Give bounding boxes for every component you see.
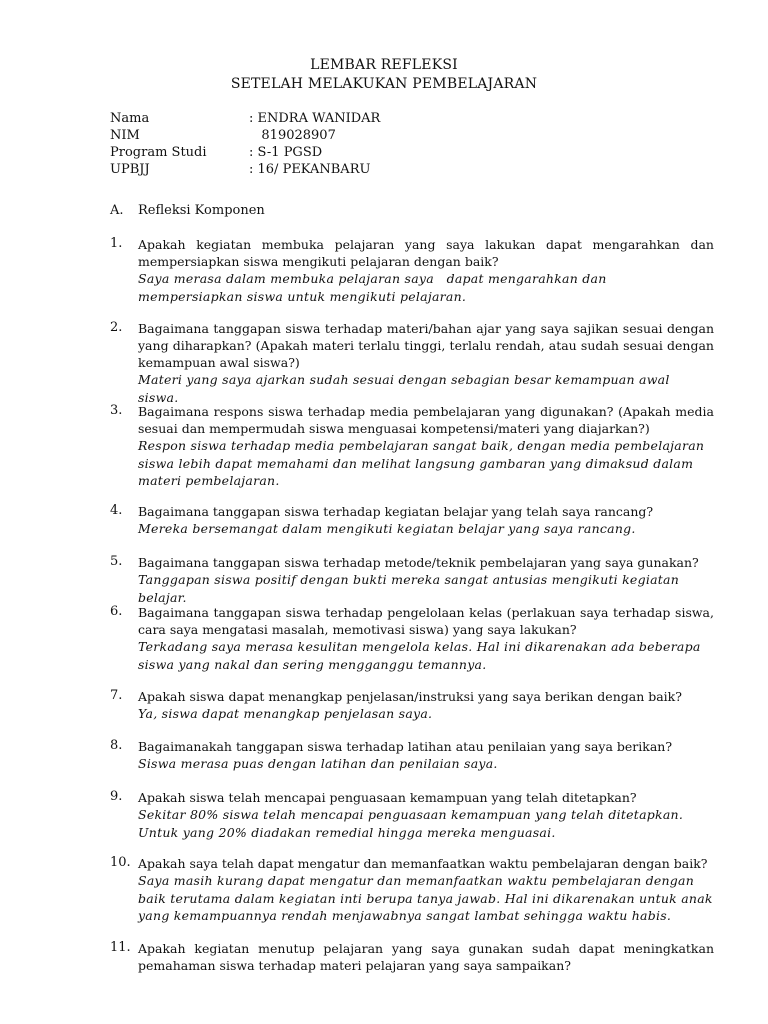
question-item-3 bbox=[138, 403, 714, 490]
question-item-4 bbox=[138, 503, 714, 538]
answer-text-7: Ya, siswa dapat menangkap penjelasan saya. bbox=[138, 706, 433, 721]
nim-label: NIM bbox=[110, 128, 140, 143]
question-item-9 bbox=[138, 789, 714, 841]
question-text-5: Bagaimana tanggapan siswa terhadap metode/teknik pembelajaran yang saya gunakan? bbox=[138, 555, 699, 570]
answer-text-5: Tanggapan siswa positif dengan bukti mereka sangat antusias mengikuti kegiatan belajar. bbox=[138, 572, 680, 605]
section-letter: A. bbox=[110, 203, 124, 218]
question-text-11: Apakah kegiatan menutup pelajaran yang saya gunakan sudah dapat meningkatkan pemahaman siswa terhadap materi pelajaran yang saya sampaikan? bbox=[138, 941, 714, 973]
question-text-1: Apakah kegiatan membuka pelajaran yang saya lakukan dapat mengarahkan dan mempersiapkan siswa mengikuti pelajaran dengan baik? bbox=[138, 237, 714, 269]
answer-text-3: Respon siswa terhadap media pembelajaran sangat baik, dengan media pembelajaran siswa lebih dapat memahami dan melihat langsung gambaran yang dimaksud dalam materi pembelajaran. bbox=[138, 438, 705, 488]
upbjj-label: UPBJJ bbox=[110, 162, 150, 177]
program-label: Program Studi bbox=[110, 145, 207, 160]
document-title: LEMBAR REFLEKSI bbox=[310, 57, 458, 73]
question-text-6: Bagaimana tanggapan siswa terhadap pengelolaan kelas (perlakuan saya terhadap siswa, cara saya mengatasi masalah, memotivasi siswa) yang saya lakukan? bbox=[138, 605, 714, 637]
question-item-1 bbox=[138, 236, 714, 305]
question-number-9: 9. bbox=[110, 789, 123, 804]
nim-value: 819028907 bbox=[249, 128, 336, 143]
question-number-2: 2. bbox=[110, 320, 123, 335]
answer-text-8: Siswa merasa puas dengan latihan dan penilaian saya. bbox=[138, 756, 498, 771]
question-item-5 bbox=[138, 554, 714, 606]
question-text-3: Bagaimana respons siswa terhadap media pembelajaran yang digunakan? (Apakah media sesuai dan mempermudah siswa menguasai kompetensi/materi yang diajarkan?) bbox=[138, 404, 714, 436]
answer-text-1: Saya merasa dalam membuka pelajaran saya dapat mengarahkan dan mempersiapkan siswa untuk mengikuti pelajaran. bbox=[138, 271, 611, 304]
question-number-8: 8. bbox=[110, 738, 123, 753]
question-text-4: Bagaimana tanggapan siswa terhadap kegiatan belajar yang telah saya rancang? bbox=[138, 504, 654, 519]
question-text-8: Bagaimanakah tanggapan siswa terhadap latihan atau penilaian yang saya berikan? bbox=[138, 739, 673, 754]
upbjj-value: : 16/ PEKANBARU bbox=[249, 162, 371, 177]
answer-text-2: Materi yang saya ajarkan sudah sesuai dengan sebagian besar kemampuan awal siswa. bbox=[138, 372, 670, 405]
question-text-7: Apakah siswa dapat menangkap penjelasan/instruksi yang saya berikan dengan baik? bbox=[138, 689, 682, 704]
answer-text-9: Sekitar 80% siswa telah mencapai penguasaan kemampuan yang telah ditetapkan. Untuk yang 20% diadakan remedial hingga mereka menguasai. bbox=[138, 807, 684, 840]
section-title: Refleksi Komponen bbox=[138, 203, 265, 218]
name-label: Nama bbox=[110, 111, 150, 126]
name-value: : ENDRA WANIDAR bbox=[249, 111, 381, 126]
question-item-10 bbox=[138, 855, 714, 925]
question-item-8 bbox=[138, 738, 714, 773]
question-number-7: 7. bbox=[110, 688, 123, 703]
question-item-7 bbox=[138, 688, 714, 723]
question-number-10: 10. bbox=[110, 855, 131, 870]
answer-text-4: Mereka bersemangat dalam mengikuti kegiatan belajar yang saya rancang. bbox=[138, 521, 636, 536]
question-text-2: Bagaimana tanggapan siswa terhadap materi/bahan ajar yang saya sajikan sesuai dengan yang diharapkan? (Apakah materi terlalu tinggi, terlalu rendah, atau sudah sesuai dengan kemampuan awal siswa?) bbox=[138, 321, 714, 370]
answer-text-10: Saya masih kurang dapat mengatur dan memanfaatkan waktu pembelajaran dengan baik terutama dalam kegiatan inti berupa tanya jawab. Hal ini dikarenakan untuk anak yang kemampuannya rendah menjawabnya sangat lambat sehingga waktu habis. bbox=[138, 873, 713, 923]
question-number-1: 1. bbox=[110, 236, 123, 251]
document-subtitle: SETELAH MELAKUKAN PEMBELAJARAN bbox=[230, 76, 538, 92]
question-text-9: Apakah siswa telah mencapai penguasaan kemampuan yang telah ditetapkan? bbox=[138, 790, 637, 805]
question-number-5: 5. bbox=[110, 554, 123, 569]
program-value: : S-1 PGSD bbox=[249, 145, 323, 160]
question-number-6: 6. bbox=[110, 604, 123, 619]
question-number-11: 11. bbox=[110, 940, 131, 955]
question-number-3: 3. bbox=[110, 403, 123, 418]
question-item-11 bbox=[138, 940, 714, 974]
question-text-10: Apakah saya telah dapat mengatur dan memanfaatkan waktu pembelajaran dengan baik? bbox=[138, 856, 708, 871]
question-item-6 bbox=[138, 604, 714, 673]
question-item-2 bbox=[138, 320, 714, 406]
answer-text-6: Terkadang saya merasa kesulitan mengelola kelas. Hal ini dikarenakan ada beberapa siswa yang nakal dan sering mengganggu temannya. bbox=[138, 639, 701, 672]
question-number-4: 4. bbox=[110, 503, 123, 518]
